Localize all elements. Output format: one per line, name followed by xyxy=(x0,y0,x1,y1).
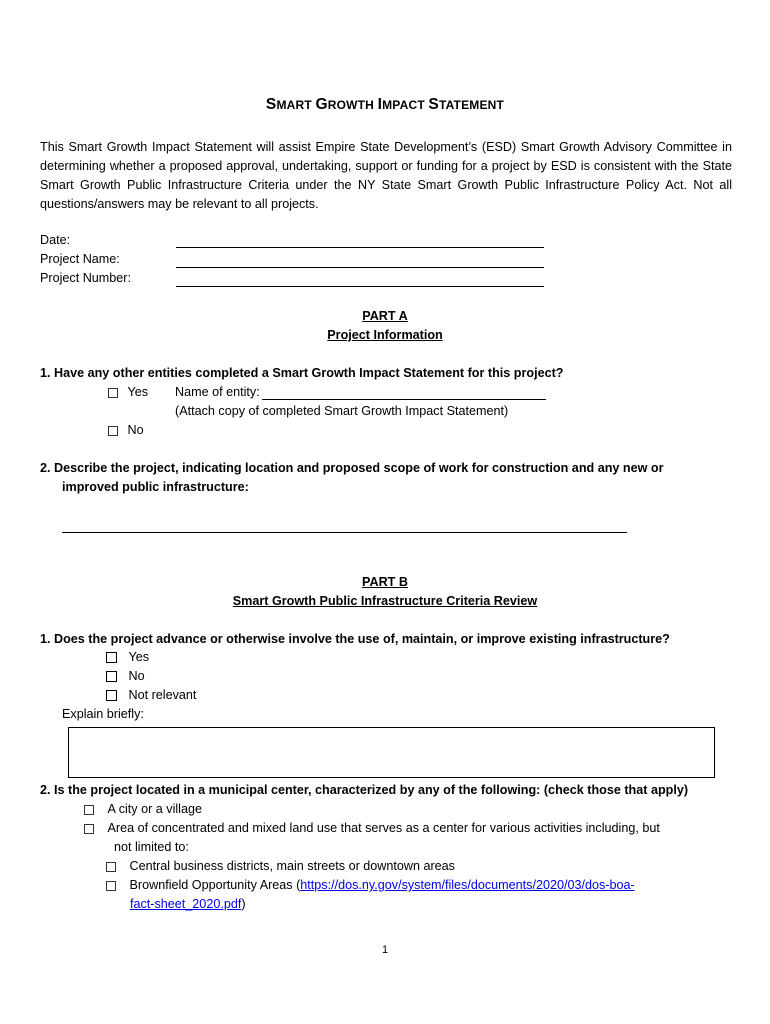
date-field[interactable] xyxy=(176,247,544,248)
attach-note: (Attach copy of completed Smart Growth Impact Statement) xyxy=(175,404,509,418)
part-a-subheading: Project Information xyxy=(327,328,443,342)
part-b-question-2: 2. Is the project located in a municipal center, characterized by any of the following: (check those that apply) xyxy=(40,783,689,797)
part-a-q1-no-checkbox[interactable] xyxy=(108,426,118,436)
part-a-q1-no-option: No xyxy=(108,423,144,437)
part-b-question-1: 1. Does the project advance or otherwise involve the use of, maintain, or improve existing infrastructure? xyxy=(40,632,670,646)
part-a-question-2: 2. Describe the project, indicating location and proposed scope of work for construction and any new or xyxy=(40,461,664,475)
city-village-checkbox[interactable] xyxy=(84,805,94,815)
part-a-heading: PART A xyxy=(362,309,408,323)
mixed-use-area-checkbox[interactable] xyxy=(84,824,94,834)
project-name-field[interactable] xyxy=(176,267,544,268)
part-b-q1-no-checkbox[interactable] xyxy=(106,671,117,682)
part-b-subheading: Smart Growth Public Infrastructure Criteria Review xyxy=(232,594,538,608)
explain-textbox[interactable] xyxy=(68,727,715,778)
brownfield-option: Brownfield Opportunity Areas (https://dos.ny.gov/system/files/documents/2020/03/dos-boa- xyxy=(106,878,635,892)
city-village-option: A city or a village xyxy=(84,802,202,816)
part-a-question-1: 1. Have any other entities completed a Smart Growth Impact Statement for this project? xyxy=(40,366,564,380)
part-b-q1-yes-option: Yes xyxy=(106,650,149,664)
part-b-q1-no-option: No xyxy=(106,669,145,683)
part-a-question-2-cont: improved public infrastructure: xyxy=(62,480,249,494)
entity-name-field[interactable] xyxy=(262,399,546,400)
project-number-field[interactable] xyxy=(176,286,544,287)
mixed-use-area-cont: not limited to: xyxy=(114,840,189,854)
central-business-checkbox[interactable] xyxy=(106,862,116,872)
entity-name-label: Name of entity: xyxy=(175,385,260,399)
brownfield-link-line2[interactable]: fact-sheet_2020.pdf xyxy=(130,897,242,911)
document-title: SMART GROWTH IMPACT STATEMENT xyxy=(265,96,505,113)
intro-paragraph: This Smart Growth Impact Statement will assist Empire State Development’s (ESD) Smart Growth Advisory Committee in determining whether a proposed approval, undertaking, support or funding for a project by ESD is consistent with the State Smart Growth Public Infrastructure Criteria under the NY State Smart Growth Public Infrastructure Policy Act. Not all questions/answers may be relevant to all projects. xyxy=(40,140,732,211)
brownfield-checkbox[interactable] xyxy=(106,881,116,891)
part-a-q1-yes-option: Yes xyxy=(108,385,148,399)
part-b-q1-not-relevant-option: Not relevant xyxy=(106,688,196,702)
brownfield-link[interactable]: https://dos.ny.gov/system/files/documents/2020/03/dos-boa- xyxy=(300,878,635,892)
part-b-q1-not-relevant-checkbox[interactable] xyxy=(106,690,117,701)
part-b-q1-yes-checkbox[interactable] xyxy=(106,652,117,663)
project-description-field[interactable] xyxy=(62,532,627,533)
project-number-label: Project Number: xyxy=(40,271,131,285)
central-business-option: Central business districts, main streets or downtown areas xyxy=(106,859,455,873)
explain-label: Explain briefly: xyxy=(62,707,144,721)
part-b-heading: PART B xyxy=(362,575,408,589)
project-name-label: Project Name: xyxy=(40,252,120,266)
part-a-q1-yes-checkbox[interactable] xyxy=(108,388,118,398)
page-number: 1 xyxy=(381,944,389,956)
mixed-use-area-option: Area of concentrated and mixed land use that serves as a center for various activities including, but xyxy=(84,821,660,835)
date-label: Date: xyxy=(40,233,71,247)
brownfield-link-cont: fact-sheet_2020.pdf) xyxy=(130,897,246,911)
